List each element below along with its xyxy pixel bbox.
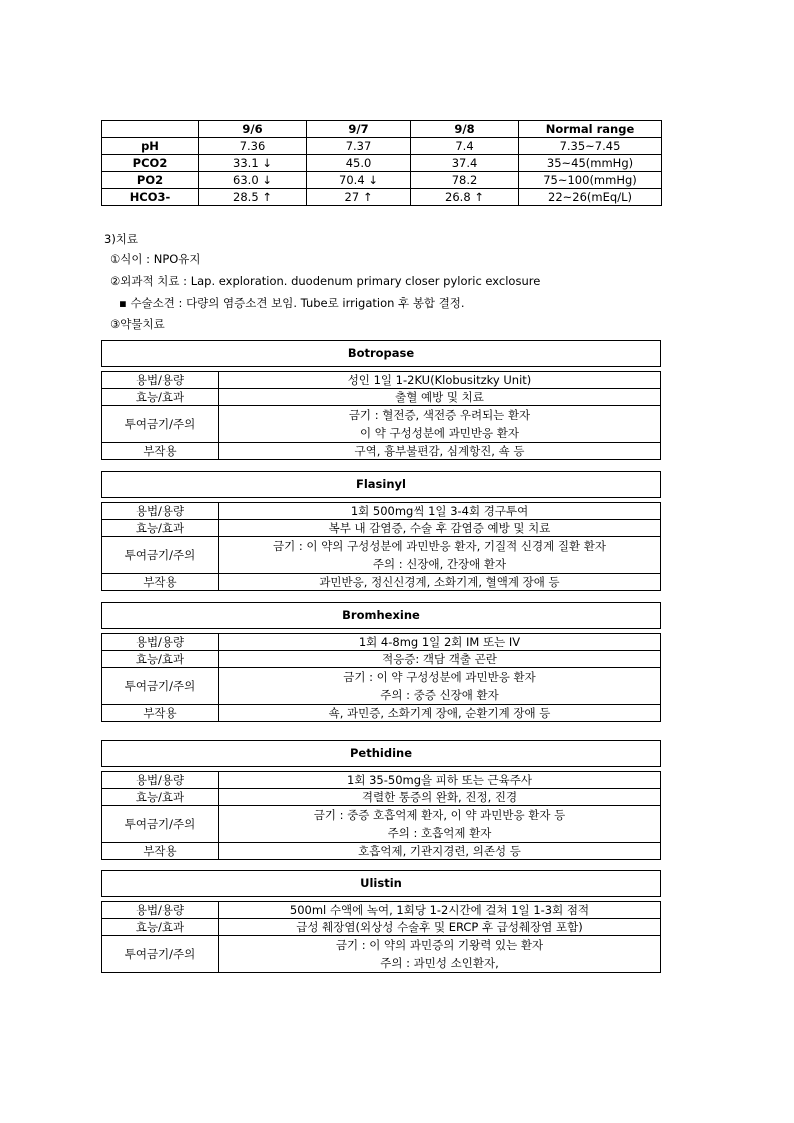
dosage-value: 1회 35-50mg을 피하 또는 근육주사 <box>219 772 661 789</box>
caution-label: 투여금기/주의 <box>102 406 219 443</box>
dosage-value: 성인 1일 1-2KU(Klobusitzky Unit) <box>219 372 661 389</box>
caution-value <box>219 668 661 705</box>
caution-line: 주의 : 신장애, 간장애 환자 <box>372 557 507 571</box>
abg-cell: 78.2 <box>411 172 519 189</box>
drug-table-pethidine <box>101 740 661 860</box>
abg-header-date: 9/6 <box>199 121 307 138</box>
abg-cell: 26.8 ↑ <box>411 189 519 206</box>
dosage-label: 용법/용량 <box>102 372 219 389</box>
caution-label: 투여금기/주의 <box>102 936 219 973</box>
abg-cell: 27 ↑ <box>307 189 411 206</box>
caution-line: 금기 : 중증 호흡억제 환자, 이 약 과민반응 환자 등 <box>313 808 566 822</box>
treatment-surgery: ②외과적 치료 : Lap. exploration. duodenum primary closer pyloric exclosure <box>110 274 541 288</box>
side-effect-label: 부작용 <box>102 574 219 591</box>
effect-value: 적응증: 객담 객출 곤란 <box>219 651 661 668</box>
side-effect-label: 부작용 <box>102 443 219 460</box>
abg-row-label: PCO2 <box>102 155 199 172</box>
caution-line: 금기 : 혈전증, 색전증 우려되는 환자 <box>348 408 531 422</box>
dosage-value: 1회 4-8mg 1일 2회 IM 또는 IV <box>219 634 661 651</box>
abg-header-normal-range: Normal range <box>519 121 662 138</box>
abg-cell: 75~100(mmHg) <box>519 172 662 189</box>
caution-label: 투여금기/주의 <box>102 537 219 574</box>
abg-cell: 22~26(mEq/L) <box>519 189 662 206</box>
effect-label: 효능/효과 <box>102 919 219 936</box>
abg-header-row <box>102 121 662 138</box>
drug-name: Botropase <box>102 341 661 367</box>
drug-name: Pethidine <box>102 741 661 767</box>
abg-header-date: 9/8 <box>411 121 519 138</box>
dosage-value: 1회 500mg씩 1일 3-4회 경구투여 <box>219 503 661 520</box>
abg-row-po2 <box>102 172 662 189</box>
effect-value: 격렬한 통증의 완화, 진정, 진경 <box>219 789 661 806</box>
caution-label: 투여금기/주의 <box>102 668 219 705</box>
abg-row-hco3 <box>102 189 662 206</box>
treatment-heading: 3)치료 <box>104 232 139 246</box>
effect-value: 급성 췌장염(외상성 수술후 및 ERCP 후 급성췌장염 포함) <box>219 919 661 936</box>
treatment-medication: ③약물치료 <box>110 317 165 331</box>
effect-value: 출혈 예방 및 치료 <box>219 389 661 406</box>
dosage-label: 용법/용량 <box>102 772 219 789</box>
abg-row-label: PO2 <box>102 172 199 189</box>
abg-cell: 7.36 <box>199 138 307 155</box>
effect-label: 효능/효과 <box>102 651 219 668</box>
caution-value <box>219 936 661 973</box>
abg-cell: 7.37 <box>307 138 411 155</box>
abg-cell: 35~45(mmHg) <box>519 155 662 172</box>
side-effect-value: 호흡억제, 기관지경련, 의존성 등 <box>219 843 661 860</box>
abg-cell: 70.4 ↓ <box>307 172 411 189</box>
drug-name: Ulistin <box>102 871 661 897</box>
drug-table-bromhexine <box>101 602 661 722</box>
side-effect-value: 구역, 흉부불편감, 심계항진, 쇽 등 <box>219 443 661 460</box>
side-effect-label: 부작용 <box>102 843 219 860</box>
abg-row-label: pH <box>102 138 199 155</box>
effect-value: 복부 내 감염증, 수술 후 감염증 예방 및 치료 <box>219 520 661 537</box>
caution-value <box>219 806 661 843</box>
dosage-label: 용법/용량 <box>102 902 219 919</box>
effect-label: 효능/효과 <box>102 789 219 806</box>
caution-value <box>219 537 661 574</box>
abg-cell: 7.4 <box>411 138 519 155</box>
drug-table-botropase <box>101 340 661 460</box>
caution-line: 이 약 구성성분에 과민반응 환자 <box>359 426 520 440</box>
drug-name: Flasinyl <box>102 472 661 498</box>
drug-name: Bromhexine <box>102 603 661 629</box>
abg-row-pco2 <box>102 155 662 172</box>
treatment-diet: ①식이 : NPO유지 <box>110 252 201 266</box>
caution-label: 투여금기/주의 <box>102 806 219 843</box>
abg-cell: 45.0 <box>307 155 411 172</box>
caution-line: 주의 : 호흡억제 환자 <box>387 826 492 840</box>
abg-header-date: 9/7 <box>307 121 411 138</box>
abg-cell: 33.1 ↓ <box>199 155 307 172</box>
abg-cell: 37.4 <box>411 155 519 172</box>
caution-line: 금기 : 이 약의 구성성분에 과민반응 환자, 기질적 신경계 질환 환자 <box>273 539 606 553</box>
effect-label: 효능/효과 <box>102 389 219 406</box>
dosage-label: 용법/용량 <box>102 634 219 651</box>
effect-label: 효능/효과 <box>102 520 219 537</box>
caution-value <box>219 406 661 443</box>
caution-line: 금기 : 이 약 구성성분에 과민반응 환자 <box>343 670 536 684</box>
drug-table-flasinyl <box>101 471 661 591</box>
abg-header-blank <box>102 121 199 138</box>
caution-line: 주의 : 과민성 소인환자, <box>380 956 499 970</box>
side-effect-label: 부작용 <box>102 705 219 722</box>
drug-table-ulistin <box>101 870 661 973</box>
abg-row-label: HCO3- <box>102 189 199 206</box>
caution-line: 금기 : 이 약의 과민증의 기왕력 있는 환자 <box>335 938 544 952</box>
side-effect-value: 쇽, 과민증, 소화기계 장애, 순환기계 장애 등 <box>219 705 661 722</box>
dosage-value: 500ml 수액에 녹여, 1회당 1-2시간에 걸쳐 1일 1-3회 점적 <box>219 902 661 919</box>
dosage-label: 용법/용량 <box>102 503 219 520</box>
abg-cell: 28.5 ↑ <box>199 189 307 206</box>
side-effect-value: 과민반응, 정신신경계, 소화기계, 혈액계 장애 등 <box>219 574 661 591</box>
abg-table <box>101 120 662 206</box>
abg-cell: 63.0 ↓ <box>199 172 307 189</box>
abg-row-ph <box>102 138 662 155</box>
caution-line: 주의 : 중증 신장애 환자 <box>380 688 499 702</box>
treatment-findings: ▪ 수술소견 : 다량의 염증소견 보임. Tube로 irrigation 후 봉합 결정. <box>119 296 465 310</box>
abg-cell: 7.35~7.45 <box>519 138 662 155</box>
